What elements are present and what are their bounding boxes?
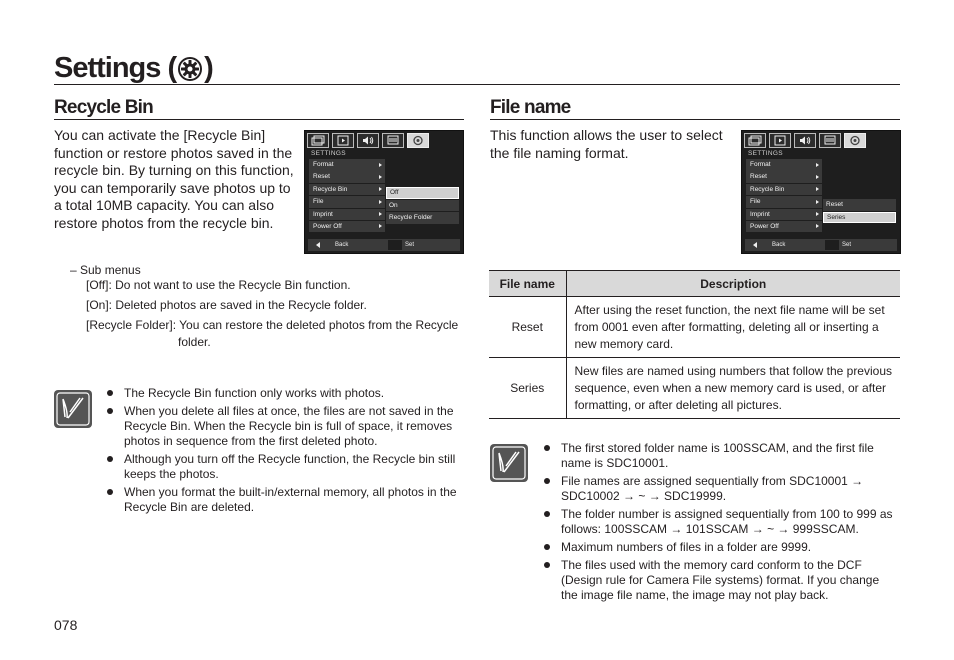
- lcd-menu-item-power-off: Power Off: [309, 221, 385, 233]
- lcd-menu-item-reset: Reset: [746, 171, 822, 183]
- recycle-bin-divider: [54, 119, 464, 120]
- camera-mode-icon: [744, 133, 766, 148]
- lcd-menu-item-imprint: Imprint: [309, 209, 385, 221]
- table-row: [489, 358, 900, 419]
- lcd-icon-bar: [744, 133, 898, 150]
- lcd-submenu-on: On: [386, 200, 459, 212]
- lcd-submenu-list: [823, 199, 896, 224]
- recycle-bin-notes: [107, 386, 457, 518]
- note-item: The folder number is assigned sequentially from 100 to 999 as follows: 100SSCAM → 101SSCAM → ~ → 999SSCAM.: [544, 507, 894, 537]
- settings-tab-icon: [844, 133, 866, 148]
- lcd-menu-list: [746, 159, 822, 233]
- lcd-menu-item-format: Format: [309, 159, 385, 171]
- playback-icon: [769, 133, 791, 148]
- file-name-intro: This function allows the user to select the file naming format.: [490, 127, 723, 161]
- playback-icon: [332, 133, 354, 148]
- table-header-file-name: File name: [489, 271, 566, 297]
- page-title-text: Settings (: [54, 52, 177, 84]
- display-icon: [819, 133, 841, 148]
- sub-menus-label: – Sub menus: [70, 263, 141, 277]
- table-row: [489, 297, 900, 358]
- lcd-set-label: Set: [842, 242, 852, 248]
- lcd-back-label: Back: [772, 242, 786, 248]
- sub-menu-recycle-folder-desc-cont: folder.: [178, 335, 211, 349]
- lcd-menu-item-recycle-bin: Recycle Bin: [746, 184, 822, 196]
- lcd-settings-label: SETTINGS: [311, 150, 346, 157]
- page-title-close: ): [204, 52, 213, 84]
- lcd-menu-item-file: File: [746, 196, 822, 208]
- display-icon: [382, 133, 404, 148]
- table-cell-desc: New files are named using numbers that follow the previous sequence, even when a new memory card is used, or after formatting, or after deleting all pictures.: [566, 358, 900, 419]
- note-item: When you delete all files at once, the files are not saved in the Recycle Bin. When the Recycle bin is full of space, it removes photos in sequence from the first deleted photo.: [107, 404, 457, 449]
- lcd-menu-item-power-off: Power Off: [746, 221, 822, 233]
- lcd-menu-item-file: File: [309, 196, 385, 208]
- table-cell-name: Reset: [489, 297, 566, 358]
- note-item: Maximum numbers of files in a folder are 9999.: [544, 540, 894, 555]
- lcd-menu-item-format: Format: [746, 159, 822, 171]
- note-item: The first stored folder name is 100SSCAM, and the first file name is SDC10001.: [544, 441, 894, 471]
- note-item: Although you turn off the Recycle function, the Recycle bin still keeps the photos.: [107, 452, 457, 482]
- lcd-submenu-list: [386, 187, 459, 225]
- sound-icon: [794, 133, 816, 148]
- sub-menu-recycle-folder-desc: [Recycle Folder]: You can restore the deleted photos from the Recycle: [86, 318, 459, 332]
- lcd-back-label: Back: [335, 242, 349, 248]
- file-name-heading: File name: [490, 97, 571, 118]
- table-header-row: [489, 271, 900, 297]
- file-name-divider: [490, 119, 900, 120]
- back-arrow-icon: [316, 242, 320, 248]
- lcd-submenu-reset: Reset: [823, 199, 896, 211]
- lcd-menu-item-imprint: Imprint: [746, 209, 822, 221]
- lcd-submenu-off: Off: [386, 187, 459, 199]
- note-item: When you format the built-in/external memory, all photos in the Recycle Bin are deleted.: [107, 485, 457, 515]
- ok-button-icon: [388, 240, 402, 250]
- lcd-icon-bar: [307, 133, 461, 150]
- ok-button-icon: [825, 240, 839, 250]
- note-item: File names are assigned sequentially from SDC10001 → SDC10002 → ~ → SDC19999.: [544, 474, 894, 504]
- back-arrow-icon: [753, 242, 757, 248]
- table-cell-name: Series: [489, 358, 566, 419]
- note-item: The Recycle Bin function only works with photos.: [107, 386, 457, 401]
- lcd-bottom-bar: [308, 239, 460, 251]
- note-icon: [54, 390, 92, 428]
- table-header-description: Description: [566, 271, 900, 297]
- lcd-menu-list: [309, 159, 385, 233]
- lcd-set-label: Set: [405, 242, 415, 248]
- file-name-notes: [544, 441, 894, 606]
- recycle-bin-heading: Recycle Bin: [54, 97, 153, 118]
- table-cell-desc: After using the reset function, the next file name will be set from 0001 even after formatting, deleting all or inserting a new memory card.: [566, 297, 900, 358]
- note-item: The files used with the memory card conform to the DCF (Design rule for Camera File systems) format. If you change the image file name, the image may not play back.: [544, 558, 894, 603]
- file-name-lcd-screen: [741, 130, 901, 254]
- lcd-submenu-recycle-folder: Recycle Folder: [386, 212, 459, 224]
- sound-icon: [357, 133, 379, 148]
- lcd-menu-item-recycle-bin: Recycle Bin: [309, 184, 385, 196]
- file-name-table: [489, 270, 900, 419]
- lcd-bottom-bar: [745, 239, 897, 251]
- lcd-settings-label: SETTINGS: [748, 150, 783, 157]
- page-title: [54, 52, 213, 85]
- sub-menu-on-desc: [On]: Deleted photos are saved in the Recycle folder.: [86, 298, 367, 312]
- recycle-bin-intro: You can activate the [Recycle Bin] function or restore photos saved in the recycle bin. By turning on this function, you can temporarily save photos up to a total 10MB capacity. You can also restore photos from the recycle bin.: [54, 127, 294, 231]
- sub-menu-off-desc: [Off]: Do not want to use the Recycle Bin function.: [86, 278, 351, 292]
- page-number: 078: [54, 617, 78, 633]
- note-icon: [490, 444, 528, 482]
- camera-mode-icon: [307, 133, 329, 148]
- lcd-submenu-series: Series: [823, 212, 896, 224]
- settings-gear-icon: [177, 56, 203, 82]
- recycle-bin-lcd-screen: [304, 130, 464, 254]
- lcd-menu-item-reset: Reset: [309, 171, 385, 183]
- title-divider: [54, 84, 900, 85]
- settings-tab-icon: [407, 133, 429, 148]
